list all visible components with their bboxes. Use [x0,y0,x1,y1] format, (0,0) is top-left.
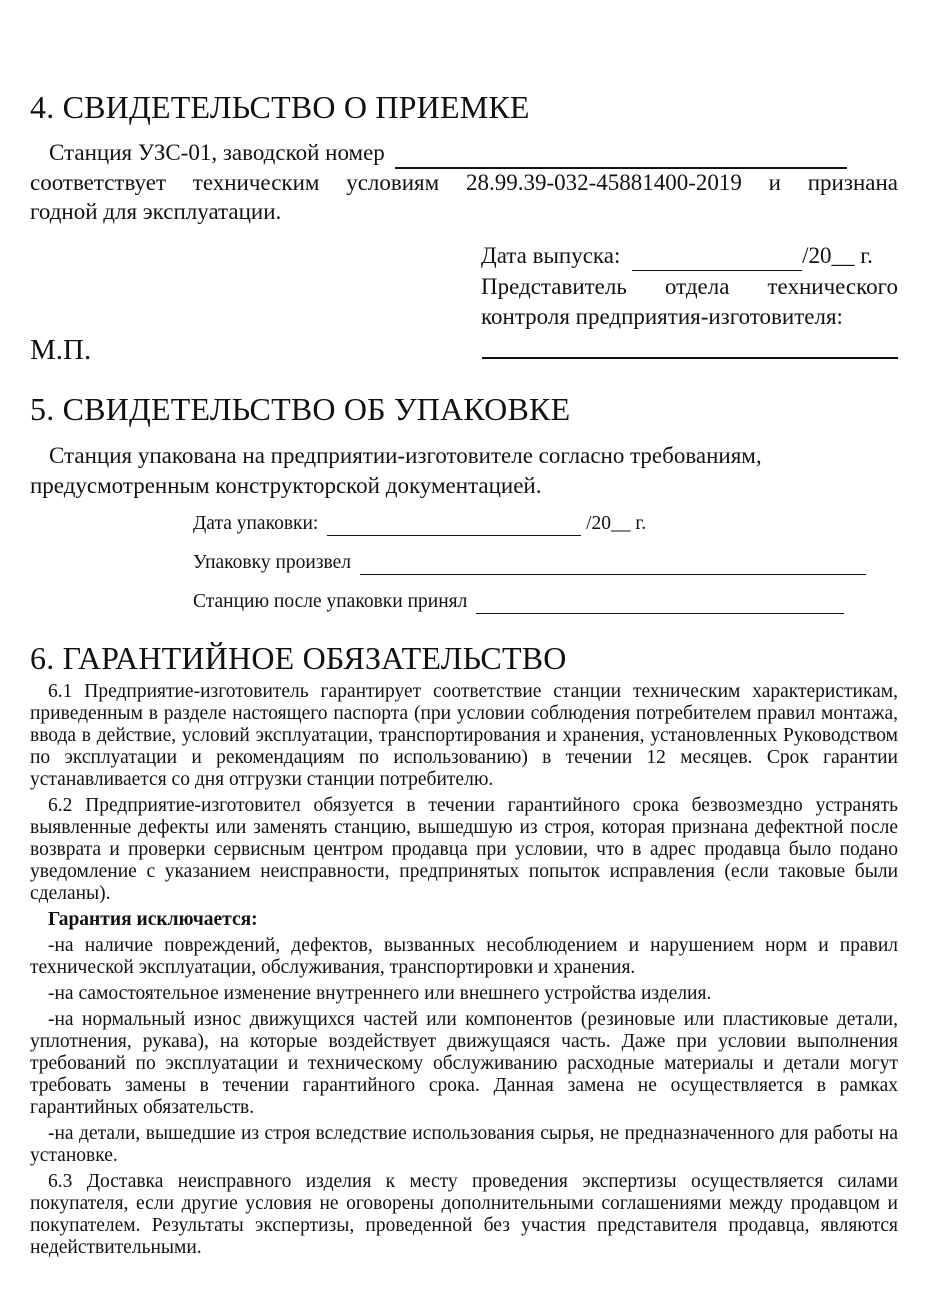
section-5-title: 5. СВИДЕТЕЛЬСТВО ОБ УПАКОВКЕ [30,391,571,427]
section-4-title: 4. СВИДЕТЕЛЬСТВО О ПРИЕМКЕ [30,89,530,125]
pack-date-row [193,512,646,536]
packaging-line-2: предусмотренным конструкторской документацией. [30,473,542,498]
packed-by-label: Упаковку произвел [193,552,351,573]
accepted-by-label: Станцию после упаковки принял [193,591,468,612]
clause-6-1: 6.1 Предприятие-изготовитель гарантирует соответствие станции техническим характеристикам, приведенным в разделе настоящего паспорта (при условии соблюдения потребителем правил монтажа, ввода в действие, условий эксплуатации, транспортирования и хранения, установленных Руководством по эксплуатации и рекомендациям по использованию) в течении 12 месяцев. Срок гарантии устанавливается со дня отгрузки станции потребителю. [30,681,898,790]
qc-representative-line-1: Представитель отдела технического [481,274,898,299]
exclusions-heading: Гарантия исключается: [48,909,258,930]
release-date-suffix: /20__ г. [802,243,873,268]
acceptance-line-1 [49,138,847,169]
stamp-place: М.П. [30,334,92,366]
release-date-label: Дата выпуска: [481,243,621,268]
acceptance-line-3: годной для эксплуатации. [30,199,282,224]
pack-date-blank [327,512,581,536]
exclusion-2: -на самостоятельное изменение внутреннего или внешнего устройства изделия. [48,983,712,1004]
packed-by-blank [360,551,866,575]
exclusion-4: -на детали, вышедшие из строя вследствие использования сырья, не предназначенного для работы на установке. [30,1123,898,1166]
accepted-by-blank [476,590,844,614]
pack-date-label: Дата упаковки: [193,513,319,534]
acceptance-line-2: соответствует техническим условиям 28.99.39-032-45881400-2019 и признана [30,170,898,195]
release-date-row [481,241,873,271]
qc-signature-line [482,357,898,359]
packaging-line-1: Станция упакована на предприятии-изготовителе согласно требованиям, [49,443,762,468]
accepted-by-row [193,590,844,614]
warranty-body [30,681,898,1259]
packed-by-row [193,551,866,575]
serial-number-blank [395,138,847,169]
release-date-blank [632,241,802,271]
section-6-title: 6. ГАРАНТИЙНОЕ ОБЯЗАТЕЛЬСТВО [30,640,567,676]
clause-6-2: 6.2 Предприятие-изготовител обязуется в течении гарантийного срока безвозмездно устранять выявленные дефекты или заменять станцию, вышедшую из строя, которая признана дефектной после возврата и проверки сервисным центром продавца при условии, что в адрес продавца было подано уведомление с указанием неисправности, предпринятых попыток исправления (если таковые были сделаны). [30,795,898,904]
exclusion-1: -на наличие повреждений, дефектов, вызванных несоблюдением и нарушением норм и правил технической эксплуатации, обслуживания, транспортировки и хранения. [30,935,898,978]
exclusion-3: -на нормальный износ движущихся частей или компонентов (резиновые или пластиковые детали, уплотнения, рукава), на которые воздействует движущаяся часть. Даже при условии выполнения требований по эксплуатации и техническому обслуживанию расходные материалы и детали могут требовать замены в течении гарантийного срока. Данная замена не осуществляется в рамках гарантийных обязательств. [30,1009,898,1118]
pack-date-suffix: /20__ г. [586,513,647,534]
station-serial-label: Станция УЗС-01, заводской номер [49,140,385,165]
qc-representative-line-2: контроля предприятия-изготовителя: [481,304,843,329]
clause-6-3: 6.3 Доставка неисправного изделия к месту проведения экспертизы осуществляется силами покупателя, если другие условия не оговорены дополнительными соглашениями между продавцом и покупателем. Результаты экспертизы, проведенной без участия представителя продавца, являются недействительными. [30,1171,898,1258]
